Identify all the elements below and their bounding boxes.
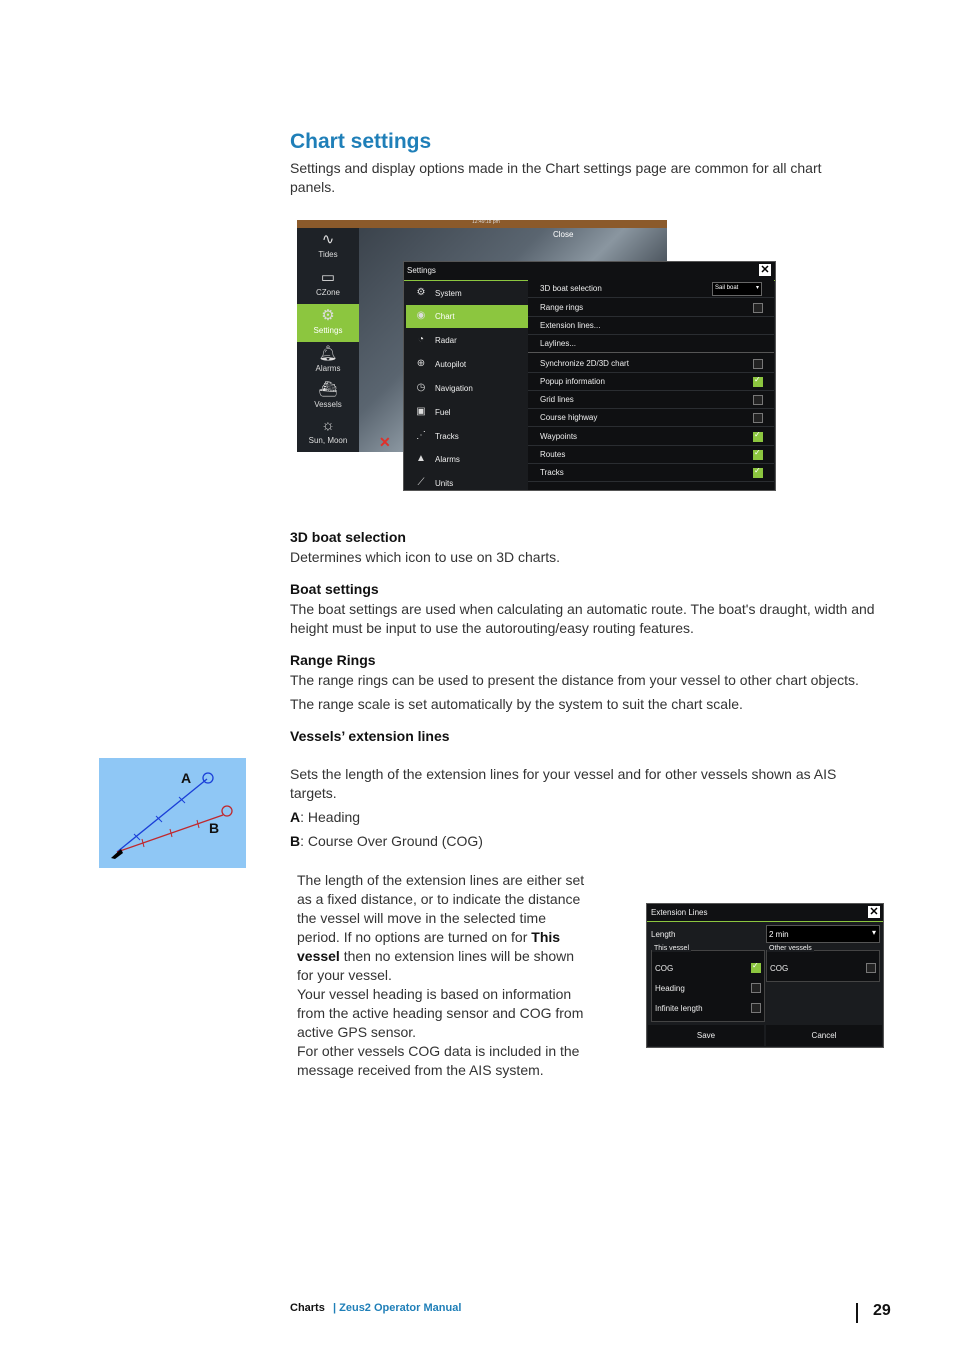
heading-range-rings: Range Rings: [290, 652, 376, 668]
menu-item-tracks[interactable]: [406, 425, 528, 448]
this-heading-checkbox[interactable]: [751, 983, 761, 993]
extension-lines-diagram: [99, 758, 246, 868]
option-label: Routes: [540, 450, 566, 459]
menu-item-units[interactable]: [406, 472, 528, 495]
paragraph-bold: This vessel: [297, 929, 561, 964]
close-icon[interactable]: ✕: [869, 906, 879, 918]
heading-boat-settings: Boat settings: [290, 581, 379, 597]
legend-a-key: A: [290, 809, 301, 825]
menu-item-system[interactable]: [406, 282, 528, 305]
settings-dialog: [403, 261, 776, 491]
dialog-title: Extension Lines: [651, 908, 708, 917]
select-value: Sail boat: [715, 285, 739, 291]
cancel-button[interactable]: Cancel: [766, 1025, 882, 1046]
footer-section: Charts: [290, 1302, 325, 1314]
option-label: Tracks: [540, 468, 564, 477]
this-infinite-label: Infinite length: [655, 1004, 703, 1013]
cog-end-circle: [222, 806, 232, 816]
option-label: Waypoints: [540, 432, 578, 441]
autopilot-icon: ⊕: [416, 358, 426, 369]
sidebar-item-label: Vessels: [314, 400, 342, 409]
tides-icon: ∿: [321, 231, 335, 248]
this-vessel-title: This vessel: [654, 945, 690, 952]
menu-item-fuel[interactable]: [406, 401, 528, 424]
chevron-down-icon: ▾: [755, 285, 759, 291]
menu-item-label: Radar: [435, 336, 457, 345]
chart-options-list: [528, 280, 774, 490]
chevron-down-icon: ▾: [871, 928, 876, 937]
page-divider: [856, 1303, 858, 1323]
bell-icon: ▲: [416, 453, 426, 464]
extension-lines-dialog: [646, 903, 884, 1048]
vessel-icon: [111, 849, 123, 859]
option-range-rings[interactable]: [528, 299, 774, 317]
menu-item-autopilot[interactable]: [406, 353, 528, 376]
other-cog-checkbox[interactable]: [866, 963, 876, 973]
chart-icon: ◉: [416, 310, 426, 321]
fuel-icon: ▣: [416, 406, 426, 417]
option-label: Popup information: [540, 377, 605, 386]
sidebar-item-label: Sun, Moon: [308, 436, 348, 445]
save-button[interactable]: Save: [648, 1025, 764, 1046]
length-value: 2 min: [769, 930, 789, 939]
menu-item-label: Alarms: [435, 455, 460, 464]
text-3d-boat-selection: Determines which icon to use on 3D charts.: [290, 549, 561, 565]
radar-icon: ◔: [417, 334, 425, 345]
extension-description: [297, 871, 587, 1080]
menu-item-label: Navigation: [435, 384, 473, 393]
checkbox[interactable]: [753, 303, 763, 313]
sidebar-item-sun-moon[interactable]: [297, 414, 359, 452]
checkbox[interactable]: [753, 377, 763, 387]
footer-manual: | Zeus2 Operator Manual: [333, 1302, 462, 1314]
menu-item-label: Fuel: [435, 408, 451, 417]
text-boat-settings: The boat settings are used when calculating an automatic route. The boat's draught, width and height must be input to use the autorouting/easy routing features.: [290, 601, 875, 636]
text-extension-lines: Sets the length of the extension lines for your vessel and for other vessels shown as AIS targets.: [290, 766, 837, 801]
heading-end-circle: [203, 773, 213, 783]
bell-icon: 🔔︎: [318, 345, 338, 362]
option-label: Grid lines: [540, 395, 574, 404]
checkbox[interactable]: [753, 468, 763, 478]
vessel-diagram-svg: [99, 758, 246, 868]
heading-line: [117, 779, 207, 852]
option-grid-lines[interactable]: [528, 391, 774, 409]
checkbox[interactable]: [753, 395, 763, 405]
settings-menu: [406, 282, 528, 490]
sidebar: [297, 228, 359, 452]
option-label: Laylines...: [540, 339, 577, 348]
this-heading-label: Heading: [655, 984, 685, 993]
paragraph-text: Your vessel heading is based on information from the active heading sensor and COG from active GPS sensor.: [297, 986, 584, 1040]
legend-a-text: : Heading: [300, 809, 361, 825]
sidebar-item-tides[interactable]: [297, 228, 359, 266]
option-routes[interactable]: [528, 446, 774, 464]
text-range-rings-2: The range scale is set automatically by the system to suit the chart scale.: [290, 696, 743, 712]
option-label: Range rings: [540, 303, 584, 312]
text-range-rings-1: The range rings can be used to present the distance from your vessel to other chart objects.: [290, 672, 859, 688]
gear-icon: ⚙: [321, 307, 335, 324]
menu-item-navigation[interactable]: [406, 377, 528, 400]
option-extension-lines[interactable]: [528, 317, 774, 335]
status-bar: [297, 220, 667, 228]
clock-text: 12:49:18 pm: [472, 220, 500, 225]
sidebar-item-czone[interactable]: [297, 266, 359, 304]
checkbox[interactable]: [753, 413, 763, 423]
sidebar-item-label: Settings: [313, 326, 343, 335]
settings-header: [404, 262, 775, 281]
sun-moon-icon: ☼: [321, 417, 335, 434]
sidebar-item-label: Alarms: [315, 364, 341, 373]
menu-item-label: Tracks: [435, 432, 459, 441]
sidebar-item-label: CZone: [315, 288, 340, 297]
settings-title: Settings: [407, 266, 436, 275]
heading-3d-boat-selection: 3D boat selection: [290, 529, 406, 545]
legend-b-key: B: [290, 833, 301, 849]
vessels-icon: ⛴: [318, 381, 338, 398]
option-label: Synchronize 2D/3D chart: [540, 359, 629, 368]
ruler-icon: ⟋: [417, 477, 425, 488]
paragraph-text: For other vessels COG data is included in the message received from the AIS system.: [297, 1043, 580, 1078]
sidebar-item-label: Tides: [318, 250, 338, 259]
intro-text: Settings and display options made in the Chart settings page are common for all chart panels.: [290, 160, 822, 195]
dialog-header: [647, 904, 883, 922]
page-title: Chart settings: [290, 130, 432, 153]
menu-item-label: Units: [435, 479, 454, 488]
cog-line: [117, 815, 223, 852]
option-label: Course highway: [540, 413, 598, 422]
gear-icon: ⚙: [416, 287, 426, 298]
menu-item-chart[interactable]: [406, 305, 528, 328]
sidebar-item-alarms[interactable]: [297, 342, 359, 380]
option-label: 3D boat selection: [540, 284, 602, 293]
menu-item-label: Autopilot: [435, 360, 467, 369]
this-cog-checkbox[interactable]: [751, 963, 761, 973]
legend-b-text: : Course Over Ground (COG): [300, 833, 483, 849]
menu-item-alarms[interactable]: [406, 448, 528, 471]
menu-item-label: System: [435, 289, 462, 298]
other-cog-label: COG: [770, 964, 789, 973]
option-course-highway[interactable]: [528, 409, 774, 427]
menu-item-radar[interactable]: [406, 329, 528, 352]
checkbox[interactable]: [753, 432, 763, 442]
compass-icon: ◷: [416, 382, 426, 393]
this-infinite-checkbox[interactable]: [751, 1003, 761, 1013]
option-waypoints[interactable]: [528, 428, 774, 446]
boat-select[interactable]: [712, 282, 762, 296]
checkbox[interactable]: [753, 359, 763, 369]
czone-icon: ▭: [320, 269, 336, 286]
option-3d-boat-selection[interactable]: [528, 280, 774, 298]
sidebar-item-vessels[interactable]: [297, 378, 359, 416]
length-label: Length: [651, 930, 676, 939]
sidebar-item-settings[interactable]: [297, 304, 359, 342]
close-icon[interactable]: ✕: [379, 434, 391, 450]
this-cog-label: COG: [655, 964, 674, 973]
label-a: A: [181, 770, 192, 786]
close-icon[interactable]: ✕: [760, 264, 770, 276]
checkbox[interactable]: [753, 450, 763, 460]
heading-extension-lines: Vessels’ extension lines: [290, 728, 450, 744]
option-tracks[interactable]: [528, 464, 774, 482]
menu-item-label: Chart: [435, 312, 455, 321]
page-number: 29: [873, 1302, 891, 1319]
tracks-icon: ⋰: [416, 430, 426, 441]
option-synchronize-chart[interactable]: [528, 355, 774, 373]
length-select[interactable]: [766, 925, 880, 943]
legend-a: [290, 808, 360, 827]
paragraph-text: The length of the extension lines are either set as a fixed distance, or to indicate the distance the vessel will move in the selected time period. If no options are turned on for: [297, 872, 585, 945]
option-label: Extension lines...: [540, 321, 601, 330]
label-b: B: [209, 820, 220, 836]
paragraph-text: then no extension lines will be shown for your vessel.: [297, 948, 575, 983]
option-laylines[interactable]: [528, 335, 774, 353]
option-popup-information[interactable]: [528, 373, 774, 391]
other-vessels-title: Other vessels: [769, 945, 812, 952]
legend-b: [290, 832, 483, 851]
close-button[interactable]: Close: [553, 230, 574, 239]
